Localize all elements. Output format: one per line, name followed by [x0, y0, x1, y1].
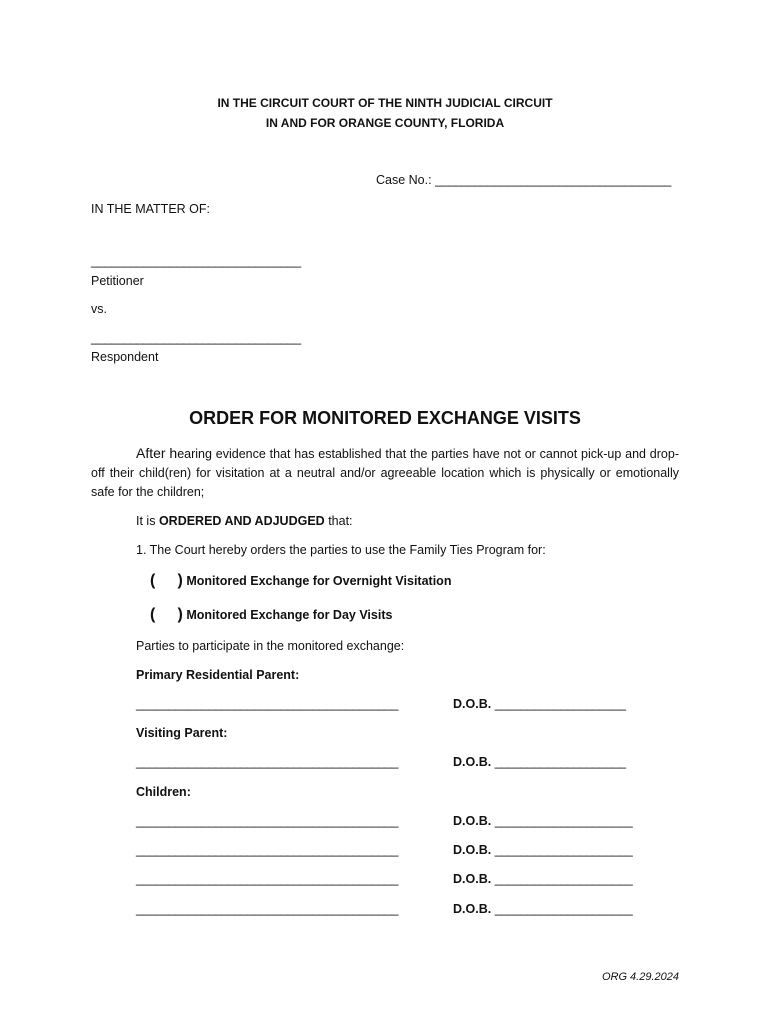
- option-day-label: Monitored Exchange for Day Visits: [186, 608, 393, 622]
- ordered-statement: [136, 514, 353, 528]
- case-number-blank: ____________________________________: [435, 173, 671, 187]
- form-version-footer: ORG 4.29.2024: [601, 971, 679, 983]
- child-dob: [453, 902, 632, 916]
- primary-parent-dob-label: D.O.B.: [453, 697, 492, 711]
- child-dob-label: D.O.B.: [453, 814, 492, 828]
- vs-label: vs.: [91, 302, 107, 316]
- option-overnight-checkbox[interactable]: ( ): [150, 572, 183, 589]
- child-dob-label: D.O.B.: [453, 902, 492, 916]
- visiting-parent-label: Visiting Parent:: [136, 726, 228, 740]
- option-overnight-label: Monitored Exchange for Overnight Visitation: [186, 574, 452, 588]
- option-overnight[interactable]: [150, 572, 451, 590]
- child-dob: [453, 872, 632, 886]
- ordered-suffix: that:: [328, 514, 353, 528]
- petitioner-blank: ________________________________: [91, 254, 301, 268]
- intro-lead-h: h: [169, 445, 178, 461]
- primary-parent-label: Primary Residential Parent:: [136, 668, 300, 682]
- child-name-blank[interactable]: ________________________________________: [136, 814, 399, 828]
- primary-parent-dob: [453, 697, 626, 711]
- ordered-bold: ORDERED AND ADJUDGED: [158, 514, 325, 528]
- child-name-blank[interactable]: ________________________________________: [136, 843, 399, 857]
- parties-intro: Parties to participate in the monitored exchange:: [136, 639, 405, 653]
- option-day-checkbox[interactable]: ( ): [150, 606, 183, 623]
- primary-parent-name-blank[interactable]: ________________________________________: [136, 697, 399, 711]
- child-dob-blank[interactable]: _____________________: [494, 872, 633, 886]
- child-dob-blank[interactable]: _____________________: [494, 902, 633, 916]
- child-dob-blank[interactable]: _____________________: [494, 814, 633, 828]
- visiting-parent-dob-blank[interactable]: ____________________: [494, 755, 626, 769]
- respondent-blank: ________________________________: [91, 331, 301, 345]
- court-name-line2: IN AND FOR ORANGE COUNTY, FLORIDA: [265, 116, 505, 130]
- child-dob-label: D.O.B.: [453, 843, 492, 857]
- item-1: 1. The Court hereby orders the parties to use the Family Ties Program for:: [136, 543, 546, 557]
- child-name-blank[interactable]: ________________________________________: [136, 902, 399, 916]
- case-number: [376, 173, 671, 187]
- court-name-line1: IN THE CIRCUIT COURT OF THE NINTH JUDICIAL CIRCUIT: [217, 96, 553, 110]
- petitioner-label: Petitioner: [91, 274, 144, 288]
- visiting-parent-dob-label: D.O.B.: [453, 755, 492, 769]
- matter-of-label: IN THE MATTER OF:: [91, 202, 210, 216]
- intro-lead-word: After: [136, 445, 166, 461]
- primary-parent-dob-blank[interactable]: ____________________: [494, 697, 626, 711]
- document-title: ORDER FOR MONITORED EXCHANGE VISITS: [189, 408, 581, 428]
- child-dob-blank[interactable]: _____________________: [494, 843, 633, 857]
- intro-rest: earing evidence that has established that the parties have not or cannot pick-up and drop-off their child(ren) for visitation at a neutral and/or agreeable location which is physically or emotionally safe for the children;: [91, 447, 679, 499]
- visiting-parent-name-blank[interactable]: ________________________________________: [136, 755, 399, 769]
- option-day[interactable]: [150, 606, 392, 624]
- child-dob: [453, 843, 632, 857]
- visiting-parent-dob: [453, 755, 626, 769]
- child-dob: [453, 814, 632, 828]
- child-name-blank[interactable]: ________________________________________: [136, 872, 399, 886]
- case-number-label: Case No.:: [376, 173, 432, 187]
- ordered-prefix: It is: [136, 514, 156, 528]
- children-label: Children:: [136, 785, 191, 799]
- intro-paragraph: [91, 444, 679, 502]
- respondent-label: Respondent: [91, 350, 159, 364]
- child-dob-label: D.O.B.: [453, 872, 492, 886]
